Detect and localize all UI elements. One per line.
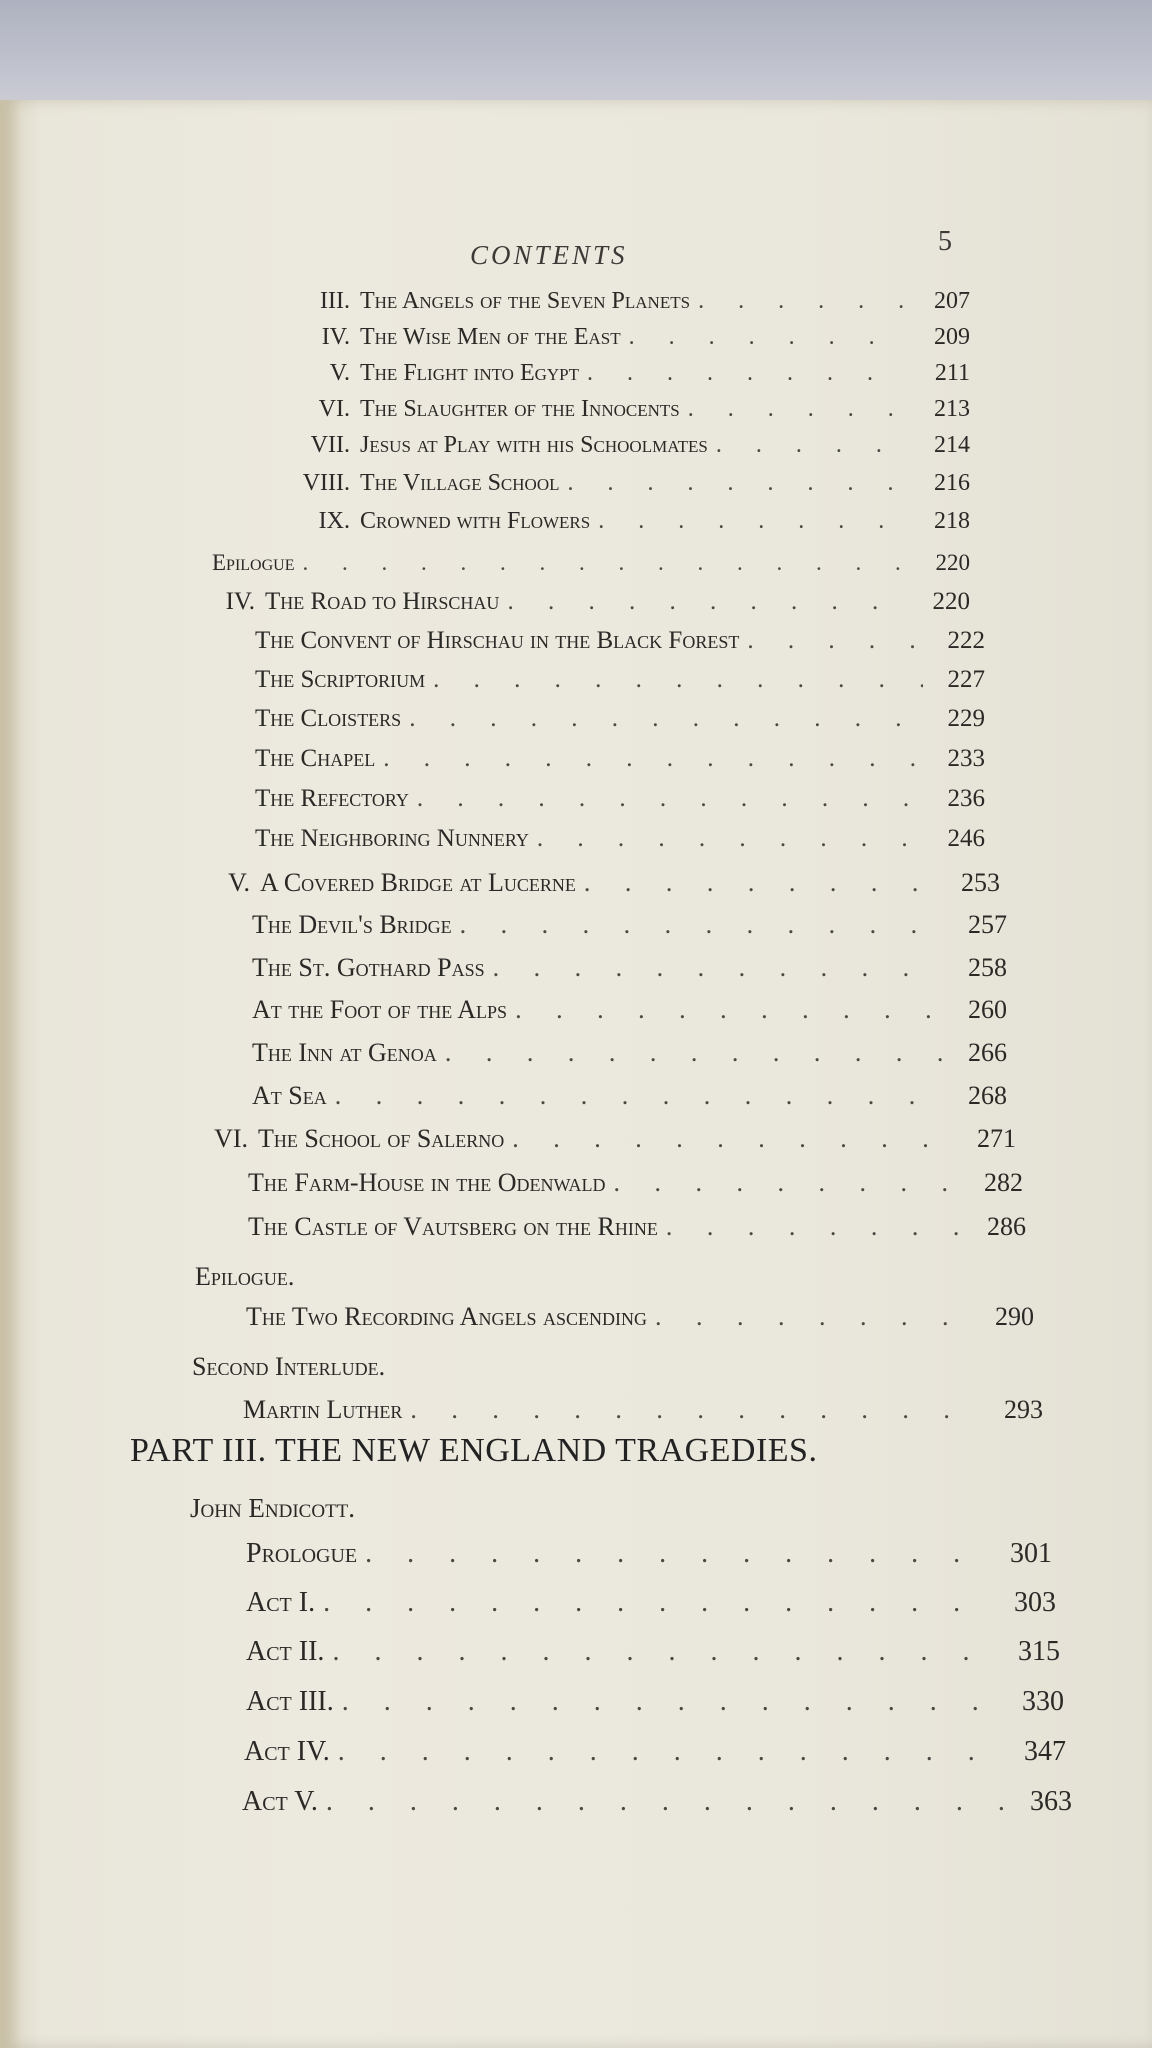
dot-leader [410,1395,981,1425]
section-heading-epilogue: Epilogue. [195,1262,295,1291]
entry-page: 214 [934,432,970,458]
entry-page: 290 [995,1302,1034,1331]
toc-entry [252,953,1007,993]
dot-leader [383,745,923,773]
toc-entry [255,666,985,706]
entry-title: The Road to Hirschau [265,588,500,615]
dot-leader [507,588,908,616]
entry-page: 257 [968,910,1007,939]
entry-title: The Inn at Genoa [252,1038,437,1067]
dot-leader [598,508,908,535]
dot-leader [537,825,923,853]
toc-entry [242,1786,1072,1826]
entry-number: VI. [318,396,350,422]
entry-title: The Convent of Hirschau in the Black Forest [255,627,740,654]
entry-page: 330 [1022,1686,1064,1717]
entry-page: 286 [987,1212,1026,1241]
dot-leader [688,396,908,423]
entry-page: 268 [968,1081,1007,1110]
dot-leader [614,1168,961,1198]
entry-title: A Covered Bridge at Lucerne [260,868,576,897]
entry-number: VI. [214,1124,248,1153]
entry-page: 246 [947,825,985,852]
entry-page: 347 [1024,1736,1066,1767]
entry-page: 213 [934,396,970,422]
entry-page: 220 [932,588,970,615]
entry-title: The Flight into Egypt [360,360,579,386]
entry-page: 303 [1014,1587,1056,1618]
entry-page: 229 [947,705,985,732]
dot-leader [716,432,908,459]
toc-entry [246,1302,1034,1342]
dot-leader [512,1124,954,1154]
entry-title: The Refectory [255,785,409,812]
entry-title: Act II. [246,1636,325,1667]
entry-title: The Scriptorium [255,666,426,693]
dot-leader [433,666,923,694]
toc-entry [246,1587,1056,1627]
entry-title: The Neighboring Nunnery [255,825,529,852]
entry-title: Prologue [246,1538,358,1569]
entry-page: 220 [935,550,970,575]
toc-entry [255,745,985,785]
entry-page: 216 [934,470,970,496]
dot-leader [417,785,923,813]
entry-number: IX. [318,508,350,534]
dot-leader [365,1538,990,1570]
toc-entry [246,1636,1060,1676]
entry-title: The Devil's Bridge [252,910,452,939]
entry-page: 258 [968,953,1007,982]
entry-title: The Chapel [255,745,376,772]
entry-title: Martin Luther [243,1395,403,1424]
entry-page: 211 [934,360,970,386]
entry-title: Act V. [242,1786,318,1817]
entry-page: 222 [947,627,985,654]
entry-page: 271 [977,1124,1016,1153]
toc-entry [280,288,970,328]
toc-section-vi [186,1124,1016,1164]
toc-entry [252,1038,1007,1078]
toc-entry [255,785,985,825]
entry-title: The Slaughter of the Innocents [360,396,680,422]
dot-leader [587,360,908,387]
entry-title: The Castle of Vautsberg on the Rhine [248,1212,658,1241]
entry-number: V. [228,868,250,897]
toc-entry [252,995,1007,1035]
dot-leader [568,470,909,497]
entry-title: Act IV. [244,1736,330,1767]
entry-title: Crowned with Flowers [360,508,591,534]
dot-leader [666,1212,964,1242]
entry-number: IV. [225,588,255,615]
running-head-page-number: 5 [938,226,952,257]
toc-entry [246,1686,1064,1726]
dot-leader [515,995,945,1025]
running-head-title: CONTENTS [470,240,628,270]
entry-title: The Wise Men of the East [360,324,621,350]
entry-number: VII. [310,432,350,458]
toc-entry [255,825,985,865]
entry-number: IV. [321,324,350,350]
entry-title: Epilogue [212,550,295,575]
entry-title: Act III. [246,1686,334,1717]
entry-title: The Village School [360,470,560,496]
toc-entry [248,1168,1023,1208]
dot-leader [493,953,945,983]
toc-entry-epilogue [212,550,970,590]
entry-page: 209 [934,324,970,350]
entry-page: 207 [934,288,970,314]
part-heading: PART III. THE NEW ENGLAND TRAGEDIES. [130,1432,818,1469]
dot-leader [747,627,923,655]
dot-leader [698,288,908,315]
dot-leader [629,324,908,351]
entry-number: V. [329,360,350,386]
entry-title: The Cloisters [255,705,402,732]
entry-page: 253 [961,868,1000,897]
dot-leader [584,868,938,898]
toc-entry [255,627,985,667]
dot-leader [460,910,945,940]
dot-leader [445,1038,945,1068]
entry-title: The Two Recording Angels ascending [246,1302,647,1331]
toc-section-iv [195,588,970,628]
entry-title: The St. Gothard Pass [252,953,485,982]
dot-leader [655,1302,972,1332]
dot-leader [335,1081,945,1111]
entry-number: III. [320,288,350,314]
entry-page: 266 [968,1038,1007,1067]
dot-leader [338,1736,1004,1768]
toc-entry [270,508,970,548]
dot-leader [323,1587,994,1619]
toc-entry [252,1081,1007,1121]
toc-entry [243,1395,1043,1435]
dot-leader [303,550,909,576]
section-heading-second-interlude: Second Interlude. [192,1352,386,1381]
dot-leader [342,1686,1002,1718]
entry-page: 315 [1018,1636,1060,1667]
section-heading-john-endicott: John Endicott. [190,1493,356,1523]
entry-title: The Farm-House in the Odenwald [248,1168,606,1197]
entry-page: 293 [1004,1395,1043,1424]
entry-page: 363 [1030,1786,1072,1817]
toc-entry [270,470,970,510]
entry-page: 218 [934,508,970,534]
dot-leader [332,1636,998,1668]
toc-entry [248,1212,1026,1252]
toc-entry [252,910,1007,950]
entry-title: Jesus at Play with his Schoolmates [360,432,708,458]
entry-page: 227 [947,666,985,693]
toc-entry [280,396,970,436]
entry-title: Act I. [246,1587,316,1618]
entry-page: 236 [947,785,985,812]
toc-entry [255,705,985,745]
toc-entry [280,324,970,364]
entry-title: The School of Salerno [258,1124,505,1153]
entry-title: The Angels of the Seven Planets [360,288,691,314]
toc-entry [244,1736,1066,1776]
entry-page: 282 [984,1168,1023,1197]
entry-page: 233 [947,745,985,772]
entry-page: 260 [968,995,1007,1024]
entry-title: At the Foot of the Alps [252,995,508,1024]
toc-entry [280,432,970,472]
entry-number: VIII. [302,470,350,496]
entry-title: At Sea [252,1081,327,1110]
dot-leader [326,1786,1010,1818]
toc-entry [246,1538,1052,1578]
toc-section-v [200,868,1000,908]
dot-leader [409,705,923,733]
entry-page: 301 [1010,1538,1052,1569]
toc-entry [280,360,970,400]
